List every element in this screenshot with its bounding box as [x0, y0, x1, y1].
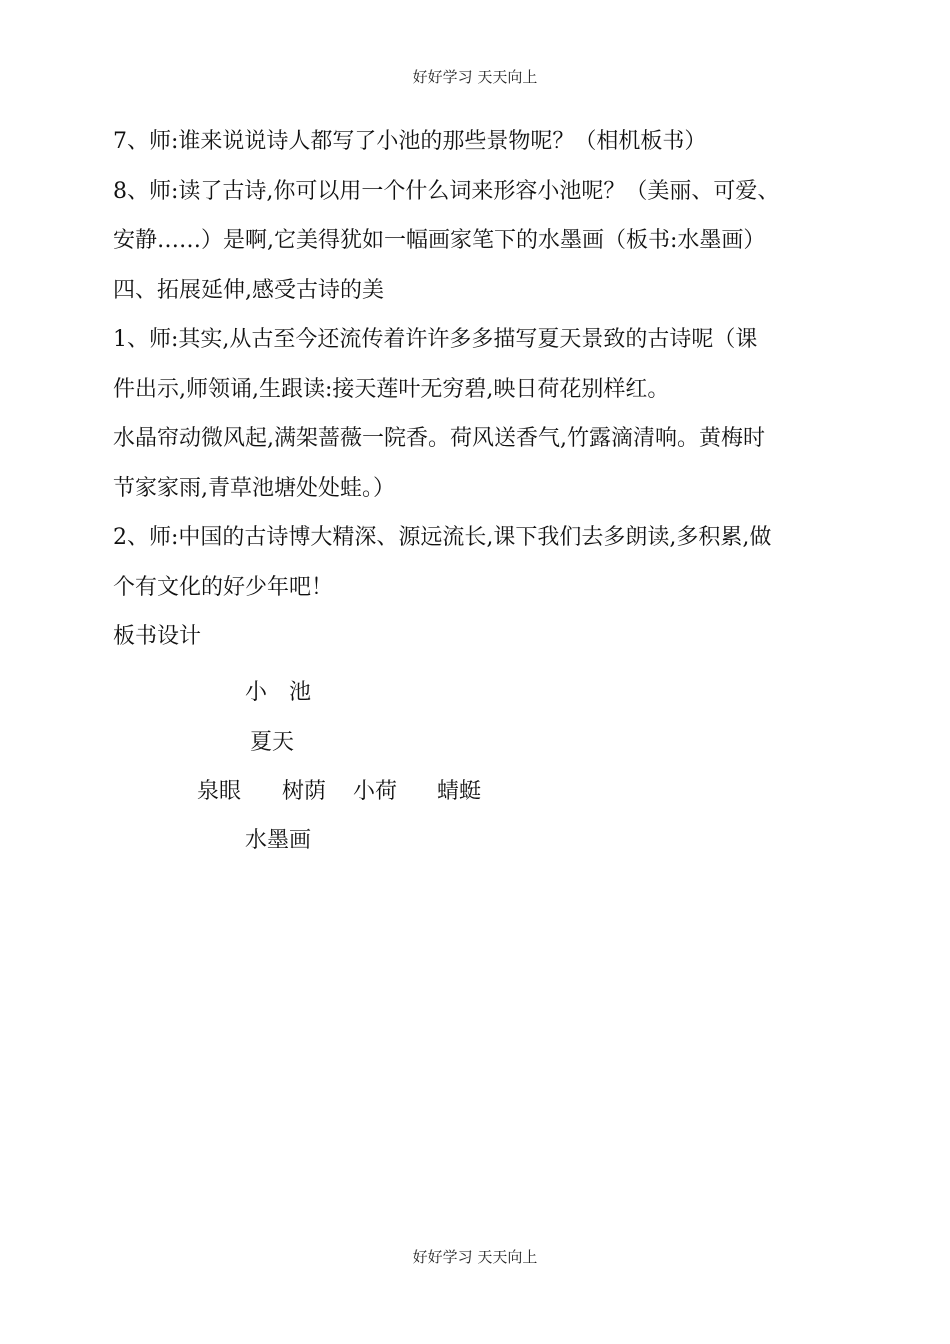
section-heading: 四、拓展延伸,感受古诗的美	[113, 277, 384, 303]
body-line: 1、师:其实,从古至今还流传着许许多多描写夏天景致的古诗呢（课	[113, 327, 758, 352]
board-item-dragonfly: 蜻蜓	[437, 779, 482, 804]
body-line: 个有文化的好少年吧！	[113, 574, 334, 600]
board-item-spring: 泉眼	[197, 779, 242, 804]
document-body	[113, 122, 843, 667]
body-line: 2、师:中国的古诗博大精深、源远流长,课下我们去多朗读,多积累,做	[113, 525, 772, 550]
board-design-heading: 板书设计	[113, 624, 202, 649]
board-title: 小 池	[245, 680, 312, 705]
body-line: 节家家雨,青草池塘处处蛙。）	[113, 475, 395, 501]
page-header: 好好学习 天天向上	[412, 68, 538, 86]
body-line: 安静……）是啊,它美得犹如一幅画家笔下的水墨画（板书:水墨画）	[113, 228, 766, 253]
body-line: 7、师:谁来说说诗人都写了小池的那些景物呢？（相机板书）	[113, 129, 707, 154]
body-line: 水晶帘动微风起,满架蔷薇一院香。荷风送香气,竹露滴清响。黄梅时	[113, 426, 765, 451]
body-line: 件出示,师领诵,生跟读:接天莲叶无穷碧,映日荷花别样红。	[113, 376, 670, 402]
body-line: 8、师:读了古诗,你可以用一个什么词来形容小池呢？（美丽、可爱、	[113, 178, 780, 204]
page-footer: 好好学习 天天向上	[412, 1248, 538, 1266]
board-item-shade: 树荫	[282, 779, 327, 804]
board-item-lotus: 小荷	[353, 779, 398, 804]
board-summary: 水墨画	[245, 828, 312, 853]
board-season: 夏天	[250, 730, 295, 755]
